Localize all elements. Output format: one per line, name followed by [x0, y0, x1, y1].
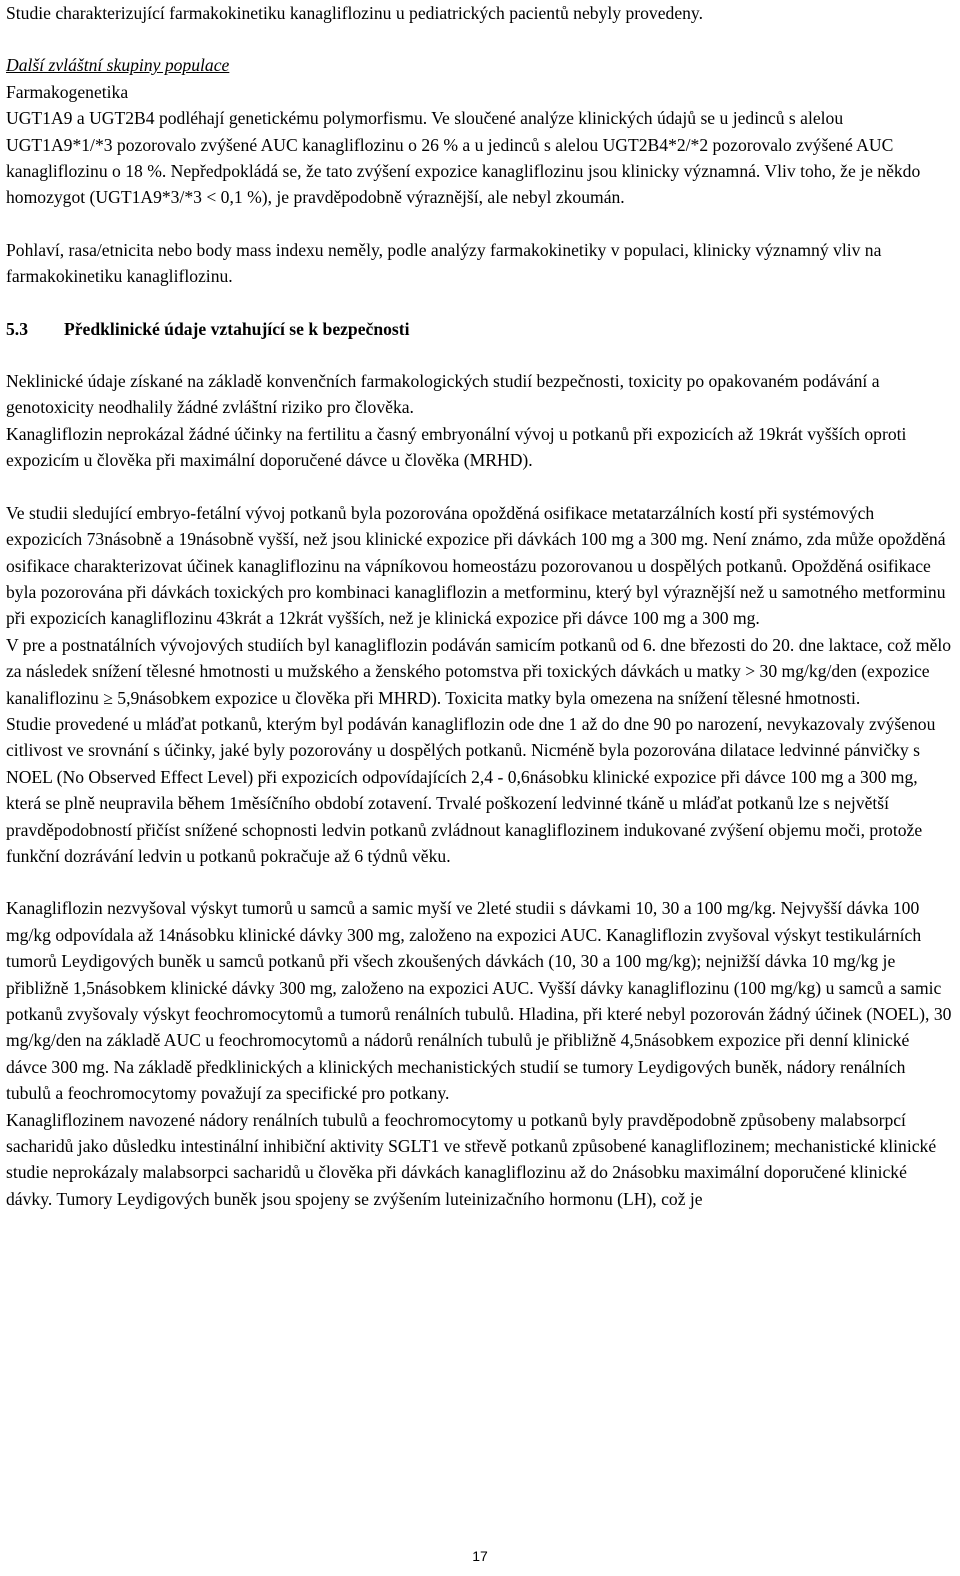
- spacer: [6, 342, 954, 368]
- paragraph: Kanagliflozin nezvyšoval výskyt tumorů u samců a samic myší ve 2leté studii s dávkami 10, 30 a 100 mg/kg. Nejvyšší dávka 100 mg/kg odpovídala až 14násobku klinické dávky 300 mg, založeno na expozici AUC. Kanagliflozin zvyšoval výskyt testikulárních tumorů Leydigových buněk u samců potkanů při všech zkoušených dávkách (10, 30 a 100 mg/kg); nejnižší dávka 10 mg/kg je přibližně 1,5násobkem klinické dávky 300 mg, založeno na expozici AUC. Vyšší dávky kanagliflozinu (100 mg/kg) u samců a samic potkanů zvyšovaly výskyt feochromocytomů a tumorů renálních tubulů. Hladina, při které nebyl pozorován žádný účinek (NOEL), 30 mg/kg/den na základě AUC u feochromocytomů a nádorů renálních tubulů je přibližně 4,5násobkem expozice při denní klinické dávce 300 mg. Na základě předklinických a klinických mechanistických studií se tumory Leydigových buněk, nádory renálních tubulů a feochromocytomy považují za specifické pro potkany.: [6, 898, 952, 1104]
- paragraph: Neklinické údaje získané na základě konvenčních farmakologických studií bezpečnosti, toxicity po opakovaném podávání a genotoxicity neodhalily žádné zvláštní riziko pro člověka.: [6, 371, 880, 418]
- spacer: [6, 26, 954, 52]
- page-number: 17: [472, 1548, 488, 1564]
- paragraph: Ve studii sledující embryo-fetální vývoj potkanů byla pozorována opožděná osifikace metatarzálních kostí při systémových expozicích 73násobně a 19násobně vyšší, než jsou klinické expozice při dávkách 100 mg a 300 mg. Není známo, zda může opožděná osifikace charakterizovat účinek kanagliflozinu na vápníkovou homeostázu pozorovanou u dospělých potkanů. Opožděná osifikace byla pozorována při dávkách toxických pro kombinaci kanagliflozin a metforminu, který byl výraznější než u samotného metforminu při expozicích kanagliflozinu 43krát a 12krát vyšších, než je klinická expozice při dávce 100 mg a 300 mg.: [6, 502, 946, 629]
- section-heading: [6, 316, 954, 342]
- spacer: [6, 474, 954, 500]
- spacer: [6, 290, 954, 316]
- pharmacogenetics-subheading: Farmakogenetika: [6, 81, 129, 102]
- paragraph: Kanagliflozin neprokázal žádné účinky na fertilitu a časný embryonální vývoj u potkanů při expozicích až 19krát vyšších oproti expozicím u člověka při maximální doporučené dávce u člověka (MRHD).: [6, 423, 907, 471]
- intro-text: Studie charakterizující farmakokinetiku kanagliflozinu u pediatrických pacientů nebyly provedeny.: [6, 3, 703, 23]
- spacer: [6, 869, 954, 895]
- pharmacogenetics-paragraph: UGT1A9 a UGT2B4 podléhají genetickému polymorfismu. Ve sloučené analýze klinických údajů se u jedinců s alelou UGT1A9*1/*3 pozorovalo zvýšené AUC kanagliflozinu o 26 % a u jedinců s alelou UGT2B4*2/*2 pozorovalo zvýšené AUC kanagliflozinu o 18 %. Nepředpokládá se, že tato zvýšení expozice kanagliflozinu jsou klinicky významná. Vliv toho, že je někdo homozygot (UGT1A9*3/*3 < 0,1 %), je pravděpodobně výraznější, ale nebyl zkoumán.: [6, 108, 921, 208]
- other-groups-heading: Další zvláštní skupiny populace: [6, 55, 230, 76]
- section-title: Předklinické údaje vztahující se k bezpečnosti: [64, 318, 410, 339]
- document-page: [6, 0, 954, 1212]
- section-number: 5.3: [6, 318, 28, 339]
- paragraph: Studie provedené u mláďat potkanů, kterým byl podáván kanagliflozin ode dne 1 až do dne 90 po narození, nevykazovaly zvýšenou citlivost ve srovnání s účinky, jaké byly pozorovány u dospělých potkanů. Nicméně byla pozorována dilatace ledvinné pánvičky s NOEL (No Observed Effect Level) při expozicích odpovídajících 2,4 - 0,6násobku klinické expozice při dávce 100 mg a 300 mg, která se plně neupravila během 1měsíčního období zotavení. Trvalé poškození ledvinné tkáně u mláďat potkanů lze s největší pravděpodobností přičíst snížené schopnosti ledvin potkanů zvládnout kanagliflozinem indukované zvýšení objemu moči, protože funkční dozrávání ledvin u potkanů pokračuje až 6 týdnů věku.: [6, 713, 936, 866]
- gender-paragraph: Pohlaví, rasa/etnicita nebo body mass indexu neměly, podle analýzy farmakokinetiky v populaci, klinicky významný vliv na farmakokinetiku kanagliflozinu.: [6, 239, 882, 287]
- spacer: [6, 211, 954, 237]
- paragraph: V pre a postnatálních vývojových studiích byl kanagliflozin podáván samicím potkanů od 6. dne březosti do 20. dne laktace, což mělo za následek snížení tělesné hmotnosti u mužského a ženského potomstva při toxických dávkách u matky > 30 mg/kg/den (expozice kanaliflozinu ≥ 5,9násobkem expozice u člověka při MHRD). Toxicita matky byla omezena na snížení tělesné hmotnosti.: [6, 634, 952, 708]
- paragraph: Kanagliflozinem navozené nádory renálních tubulů a feochromocytomy u potkanů byly pravděpodobně způsobeny malabsorpcí sacharidů jako důsledku intestinální inhibiční aktivity SGLT1 ve střevě potkanů způsobené kanagliflozinem; mechanistické klinické studie neprokázaly malabsorpci sacharidů u člověka při dávkách kanagliflozinu až do 2násobku maximální doporučené klinické dávky. Tumory Leydigových buněk jsou spojeny se zvýšením luteinizačního hormonu (LH), což je: [6, 1109, 937, 1209]
